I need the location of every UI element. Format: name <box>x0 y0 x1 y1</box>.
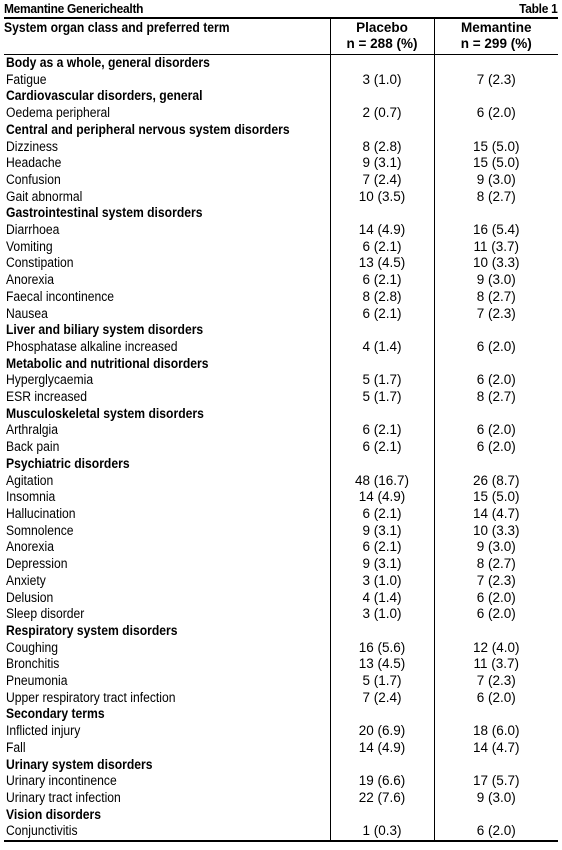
label-text: Gait abnormal <box>6 188 83 204</box>
placebo-value: 6 (2.1) <box>330 506 434 523</box>
placebo-value: 7 (2.4) <box>330 690 434 707</box>
memantine-value: 14 (4.7) <box>434 506 558 523</box>
memantine-value: 6 (2.0) <box>434 422 558 439</box>
placebo-value: 14 (4.9) <box>330 740 434 757</box>
table-row <box>4 556 558 573</box>
placebo-value: 9 (3.1) <box>330 556 434 573</box>
table-header <box>4 19 558 55</box>
memantine-value: 11 (3.7) <box>434 656 558 673</box>
memantine-value: 6 (2.0) <box>434 606 558 623</box>
system-class-row <box>4 356 558 373</box>
system-class-row <box>4 88 558 105</box>
memantine-value: 8 (2.7) <box>434 189 558 206</box>
memantine-value <box>434 88 558 105</box>
system-class-label <box>4 205 330 222</box>
table-row <box>4 790 558 807</box>
label-text: Constipation <box>6 255 74 271</box>
memantine-value <box>434 205 558 222</box>
placebo-value: 3 (1.0) <box>330 573 434 590</box>
system-class-label <box>4 88 330 105</box>
table-row <box>4 673 558 690</box>
memantine-value: 6 (2.0) <box>434 339 558 356</box>
label-text: Liver and biliary system disorders <box>6 322 204 338</box>
preferred-term-label <box>4 590 330 607</box>
label-text: Urinary tract infection <box>6 789 121 805</box>
memantine-header-name: Memantine <box>460 20 532 35</box>
memantine-value: 6 (2.0) <box>434 372 558 389</box>
label-text: Cardiovascular disorders, general <box>6 88 203 104</box>
system-class-row <box>4 757 558 774</box>
placebo-value <box>330 356 434 373</box>
preferred-term-label <box>4 155 330 172</box>
header-row <box>4 19 558 55</box>
system-class-label <box>4 807 330 824</box>
memantine-value <box>434 406 558 423</box>
label-text: Psychiatric disorders <box>6 455 130 471</box>
memantine-value: 6 (2.0) <box>434 105 558 122</box>
placebo-value <box>330 807 434 824</box>
preferred-term-label <box>4 222 330 239</box>
table-row <box>4 339 558 356</box>
placebo-value: 5 (1.7) <box>330 389 434 406</box>
label-text: Conjunctivitis <box>6 823 78 839</box>
system-class-label <box>4 456 330 473</box>
placebo-value: 6 (2.1) <box>330 439 434 456</box>
preferred-term-label <box>4 690 330 707</box>
label-text: Delusion <box>6 589 54 605</box>
preferred-term-label <box>4 339 330 356</box>
label-text: Faecal incontinence <box>6 288 115 304</box>
placebo-value: 6 (2.1) <box>330 239 434 256</box>
table-row <box>4 439 558 456</box>
memantine-value: 18 (6.0) <box>434 723 558 740</box>
placebo-value: 14 (4.9) <box>330 222 434 239</box>
memantine-value: 15 (5.0) <box>434 139 558 156</box>
placebo-value: 9 (3.1) <box>330 523 434 540</box>
placebo-value <box>330 322 434 339</box>
label-text: Insomnia <box>6 489 56 505</box>
placebo-value <box>330 757 434 774</box>
preferred-term-label <box>4 790 330 807</box>
term-column-header <box>4 19 330 55</box>
preferred-term-label <box>4 640 330 657</box>
table-row <box>4 255 558 272</box>
preferred-term-label <box>4 272 330 289</box>
memantine-value: 6 (2.0) <box>434 590 558 607</box>
memantine-value: 12 (4.0) <box>434 640 558 657</box>
placebo-value <box>330 55 434 72</box>
memantine-value <box>434 322 558 339</box>
label-text: Vision disorders <box>6 806 101 822</box>
label-text: Anorexia <box>6 272 54 288</box>
memantine-value: 7 (2.3) <box>434 72 558 89</box>
label-text: Metabolic and nutritional disorders <box>6 355 209 371</box>
system-class-label <box>4 55 330 72</box>
table-body <box>4 55 558 842</box>
memantine-value: 8 (2.7) <box>434 389 558 406</box>
memantine-value <box>434 122 558 139</box>
system-class-label <box>4 706 330 723</box>
label-text: Diarrhoea <box>6 222 60 238</box>
placebo-value: 1 (0.3) <box>330 823 434 841</box>
table-row <box>4 422 558 439</box>
system-class-label <box>4 356 330 373</box>
system-class-label <box>4 623 330 640</box>
placebo-value: 4 (1.4) <box>330 590 434 607</box>
table-row <box>4 606 558 623</box>
table-row <box>4 640 558 657</box>
placebo-value: 13 (4.5) <box>330 255 434 272</box>
memantine-value <box>434 456 558 473</box>
label-text: Back pain <box>6 439 60 455</box>
memantine-value <box>434 807 558 824</box>
preferred-term-label <box>4 723 330 740</box>
placebo-value: 6 (2.1) <box>330 272 434 289</box>
placebo-value <box>330 122 434 139</box>
placebo-value: 13 (4.5) <box>330 656 434 673</box>
placebo-value: 9 (3.1) <box>330 155 434 172</box>
placebo-value: 6 (2.1) <box>330 422 434 439</box>
table-row <box>4 573 558 590</box>
placebo-value: 22 (7.6) <box>330 790 434 807</box>
memantine-value: 8 (2.7) <box>434 556 558 573</box>
memantine-value <box>434 356 558 373</box>
preferred-term-label <box>4 556 330 573</box>
preferred-term-label <box>4 105 330 122</box>
table-row <box>4 723 558 740</box>
system-class-label <box>4 406 330 423</box>
memantine-value: 14 (4.7) <box>434 740 558 757</box>
placebo-value: 10 (3.5) <box>330 189 434 206</box>
label-text: Musculoskeletal system disorders <box>6 405 204 421</box>
placebo-value <box>330 205 434 222</box>
memantine-value: 9 (3.0) <box>434 539 558 556</box>
table-row <box>4 656 558 673</box>
memantine-column-header <box>434 19 558 55</box>
system-class-row <box>4 456 558 473</box>
memantine-value: 11 (3.7) <box>434 239 558 256</box>
table-row <box>4 155 558 172</box>
table-row <box>4 489 558 506</box>
label-text: Hallucination <box>6 505 76 521</box>
placebo-header-name: Placebo <box>356 20 408 35</box>
preferred-term-label <box>4 773 330 790</box>
placebo-value: 3 (1.0) <box>330 72 434 89</box>
memantine-value: 7 (2.3) <box>434 573 558 590</box>
label-text: Agitation <box>6 472 54 488</box>
system-class-row <box>4 205 558 222</box>
table-row <box>4 590 558 607</box>
preferred-term-label <box>4 523 330 540</box>
label-text: Urinary incontinence <box>6 773 117 789</box>
table-row <box>4 72 558 89</box>
preferred-term-label <box>4 139 330 156</box>
memantine-value: 10 (3.3) <box>434 523 558 540</box>
table-row <box>4 523 558 540</box>
table-row <box>4 139 558 156</box>
label-text: Inflicted injury <box>6 723 81 739</box>
placebo-value: 7 (2.4) <box>330 172 434 189</box>
memantine-value: 15 (5.0) <box>434 155 558 172</box>
preferred-term-label <box>4 673 330 690</box>
system-class-label <box>4 757 330 774</box>
preferred-term-label <box>4 473 330 490</box>
system-class-row <box>4 122 558 139</box>
placebo-value <box>330 406 434 423</box>
label-text: Upper respiratory tract infection <box>6 689 176 705</box>
label-text: Anxiety <box>6 572 46 588</box>
placebo-value: 14 (4.9) <box>330 489 434 506</box>
preferred-term-label <box>4 506 330 523</box>
table-row <box>4 105 558 122</box>
placebo-value: 16 (5.6) <box>330 640 434 657</box>
preferred-term-label <box>4 823 330 841</box>
placebo-column-header <box>330 19 434 55</box>
memantine-value: 6 (2.0) <box>434 690 558 707</box>
label-text: Fatigue <box>6 71 47 87</box>
system-class-row <box>4 55 558 72</box>
label-text: Hyperglycaemia <box>6 372 94 388</box>
preferred-term-label <box>4 740 330 757</box>
system-class-label <box>4 122 330 139</box>
memantine-value: 17 (5.7) <box>434 773 558 790</box>
label-text: Confusion <box>6 171 61 187</box>
table-row <box>4 189 558 206</box>
table-row <box>4 172 558 189</box>
label-text: Respiratory system disorders <box>6 622 178 638</box>
label-text: Oedema peripheral <box>6 105 111 121</box>
table-row <box>4 372 558 389</box>
data-table <box>4 19 558 842</box>
label-text: Anorexia <box>6 539 54 555</box>
placebo-value: 3 (1.0) <box>330 606 434 623</box>
preferred-term-label <box>4 439 330 456</box>
label-text: Sleep disorder <box>6 606 85 622</box>
system-class-label <box>4 322 330 339</box>
memantine-value: 15 (5.0) <box>434 489 558 506</box>
system-class-row <box>4 623 558 640</box>
label-text: Vomiting <box>6 238 53 254</box>
label-text: Phosphatase alkaline increased <box>6 338 178 354</box>
preferred-term-label <box>4 289 330 306</box>
preferred-term-label <box>4 606 330 623</box>
label-text: Urinary system disorders <box>6 756 153 772</box>
preferred-term-label <box>4 656 330 673</box>
placebo-value: 4 (1.4) <box>330 339 434 356</box>
preferred-term-label <box>4 239 330 256</box>
memantine-value: 6 (2.0) <box>434 439 558 456</box>
memantine-value: 9 (3.0) <box>434 272 558 289</box>
placebo-value: 5 (1.7) <box>330 673 434 690</box>
memantine-value: 9 (3.0) <box>434 172 558 189</box>
memantine-value: 7 (2.3) <box>434 306 558 323</box>
system-class-row <box>4 706 558 723</box>
label-text: Pneumonia <box>6 673 68 689</box>
label-text: Secondary terms <box>6 706 105 722</box>
preferred-term-label <box>4 72 330 89</box>
label-text: Nausea <box>6 305 48 321</box>
source-title: Memantine Generichealth <box>4 1 144 16</box>
preferred-term-label <box>4 573 330 590</box>
preferred-term-label <box>4 422 330 439</box>
memantine-value: 8 (2.7) <box>434 289 558 306</box>
label-text: ESR increased <box>6 389 88 405</box>
label-text: Arthralgia <box>6 422 59 438</box>
table-row <box>4 539 558 556</box>
memantine-header-n: n = 299 (%) <box>460 36 532 51</box>
placebo-value <box>330 88 434 105</box>
preferred-term-label <box>4 189 330 206</box>
preferred-term-label <box>4 172 330 189</box>
label-text: Bronchitis <box>6 656 60 672</box>
preferred-term-label <box>4 539 330 556</box>
system-class-row <box>4 807 558 824</box>
memantine-value <box>434 55 558 72</box>
placebo-value <box>330 706 434 723</box>
placebo-value: 19 (6.6) <box>330 773 434 790</box>
preferred-term-label <box>4 389 330 406</box>
label-text: Headache <box>6 155 62 171</box>
table-row <box>4 306 558 323</box>
title-bar <box>4 0 558 17</box>
label-text: Fall <box>6 739 26 755</box>
table-row <box>4 222 558 239</box>
placebo-value: 5 (1.7) <box>330 372 434 389</box>
label-text: Coughing <box>6 639 59 655</box>
label-text: Depression <box>6 556 68 572</box>
memantine-value <box>434 757 558 774</box>
preferred-term-label <box>4 372 330 389</box>
placebo-value: 2 (0.7) <box>330 105 434 122</box>
memantine-value: 16 (5.4) <box>434 222 558 239</box>
table-row <box>4 289 558 306</box>
table-row <box>4 773 558 790</box>
label-text: Central and peripheral nervous system disorders <box>6 121 290 137</box>
placebo-header-n: n = 288 (%) <box>346 36 418 51</box>
label-text: Body as a whole, general disorders <box>6 55 210 70</box>
label-text: Gastrointestinal system disorders <box>6 205 203 221</box>
memantine-value: 9 (3.0) <box>434 790 558 807</box>
term-header-text: System organ class and preferred term <box>4 20 230 35</box>
label-text: Dizziness <box>6 138 58 154</box>
table-label: Table 1 <box>519 1 558 16</box>
table-row <box>4 506 558 523</box>
placebo-value: 8 (2.8) <box>330 289 434 306</box>
label-text: Somnolence <box>6 522 74 538</box>
table-row <box>4 473 558 490</box>
memantine-value <box>434 706 558 723</box>
memantine-value <box>434 623 558 640</box>
placebo-value: 48 (16.7) <box>330 473 434 490</box>
table-row <box>4 823 558 841</box>
table-row <box>4 272 558 289</box>
preferred-term-label <box>4 306 330 323</box>
memantine-value: 7 (2.3) <box>434 673 558 690</box>
placebo-value <box>330 456 434 473</box>
table-row <box>4 389 558 406</box>
table-row <box>4 690 558 707</box>
system-class-row <box>4 406 558 423</box>
memantine-value: 10 (3.3) <box>434 255 558 272</box>
table-row <box>4 740 558 757</box>
adverse-events-table <box>4 19 558 842</box>
placebo-value: 6 (2.1) <box>330 539 434 556</box>
placebo-value <box>330 623 434 640</box>
system-class-row <box>4 322 558 339</box>
preferred-term-label <box>4 489 330 506</box>
placebo-value: 6 (2.1) <box>330 306 434 323</box>
memantine-value: 26 (8.7) <box>434 473 558 490</box>
preferred-term-label <box>4 255 330 272</box>
placebo-value: 8 (2.8) <box>330 139 434 156</box>
memantine-value: 6 (2.0) <box>434 823 558 841</box>
placebo-value: 20 (6.9) <box>330 723 434 740</box>
table-row <box>4 239 558 256</box>
